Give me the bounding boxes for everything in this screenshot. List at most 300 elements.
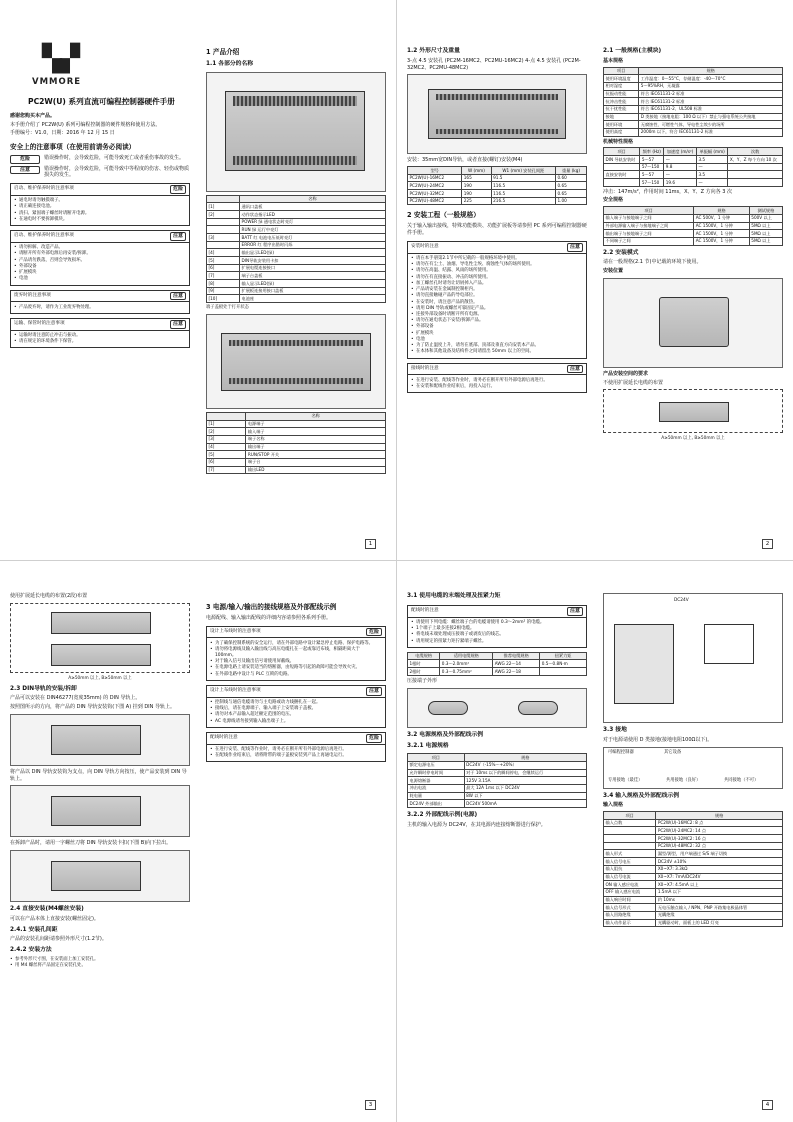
table-cell: 输入阻抗	[604, 865, 656, 873]
plc-terminal-diagram	[206, 314, 386, 409]
table-cell: X0~X7: 3.3kΩ	[656, 865, 783, 873]
warning-box-1	[10, 183, 190, 226]
table-cell: 最大 12A 1ms 以下 DC24V	[464, 784, 586, 792]
install-caution-title: 安装时的注意	[411, 244, 439, 250]
table-row	[207, 272, 386, 280]
table-cell	[728, 179, 783, 187]
table-cell: 5MΩ 以上	[749, 237, 782, 245]
design-danger-box	[206, 626, 386, 681]
step-2: 将产品以 DIN 导轨安装钩为支点，向 DIN 导轨方向按压，使产品安装到 DIN 导轨上。	[10, 768, 187, 782]
section-2-4-1-title: 2.4.1 安装孔间距	[10, 926, 58, 933]
table-cell: PC2W(U)-32MC2	[408, 190, 462, 198]
table-row	[207, 295, 386, 303]
warning-box-4	[10, 318, 190, 349]
table-header: 规格	[694, 207, 750, 215]
warning-box-3-title: 废弃时的注意事项	[14, 292, 51, 298]
page-3-right-column	[206, 561, 386, 766]
extension-layout-text: 使用扩展延长电缆的布置(2段)布置	[10, 593, 88, 599]
table-cell: [2]	[207, 428, 246, 436]
table-cell: 抗振动性能	[604, 90, 639, 98]
table-cell: [10]	[207, 295, 240, 303]
table-row	[604, 82, 783, 90]
table-row	[207, 218, 386, 226]
list-item: • 电池	[14, 276, 186, 282]
table-cell: [2]	[207, 211, 240, 219]
table-cell: 0.3～0.75mm²	[440, 668, 493, 676]
table-row	[604, 237, 783, 245]
table-header: W (mm)	[462, 167, 491, 175]
design-danger-tag: 危险	[366, 628, 382, 637]
list-item: • AC 电源线请勿接到输入输出端子上。	[210, 719, 382, 725]
table-cell: 输入端子	[246, 428, 386, 436]
table-row	[207, 257, 386, 265]
list-item: • 产品请安装在金属制控制柜内。	[411, 287, 583, 293]
danger-text: 错误操作时，会导致危险，可能导致死亡或者重伤事故的发生。	[44, 154, 185, 161]
table-row	[207, 287, 386, 295]
table-cell: 额定电源电压	[408, 761, 465, 769]
table-cell: 输入信号电流	[604, 873, 656, 881]
table-header: W1 (mm) 安装孔间距	[491, 167, 555, 175]
table-row	[207, 451, 386, 459]
table-cell: AWG 22～18	[493, 668, 540, 676]
list-item: • 请勿拆解、改造产品。	[14, 245, 186, 251]
list-item: • 请使用下列电缆：螺丝端子台的电缆请使用 0.3～2mm² 的电缆。	[411, 620, 583, 626]
table-row	[604, 121, 783, 129]
table-cell: 225	[462, 197, 491, 205]
list-item: • 对于输入信号及输出信号请使用屏蔽线。	[210, 659, 382, 665]
crimp-label: 压接端子外形	[407, 677, 438, 684]
table-cell: 输入回路绝缘	[604, 911, 656, 919]
power-wiring-diagram	[603, 593, 783, 723]
table-row	[207, 203, 386, 211]
list-item: • 请勿在有尘土、油烟、导电性尘埃、腐蚀性气体的场所使用。	[411, 262, 583, 268]
table-cell: 漏型/源型，用户端通过 S/S 端子切换	[656, 850, 783, 858]
list-item: • 请勿在有直接振动、冲击的场所使用。	[411, 275, 583, 281]
crimp-terminal-image	[518, 701, 558, 715]
section-3-2-1-title: 3.2.1 电源规格	[407, 743, 449, 750]
wiring-caution-box	[407, 363, 587, 394]
table-cell: 1.00	[556, 197, 587, 205]
table-cell: 输入点数	[604, 819, 656, 827]
caution-note	[10, 166, 190, 180]
list-item: • 在电源电路上请安装适当的熔断器，由短路等引起的故障可能会导致火灾。	[210, 665, 382, 671]
table-cell: —	[664, 156, 697, 164]
plc-schematic-image	[614, 624, 674, 704]
table-cell: 符合 IEC61131-2 标准	[639, 90, 783, 98]
caution-text: 错误操作时，会导致危险，可能导致中等程度的伤害、轻伤或物质损失的发生。	[44, 165, 190, 179]
table-cell: 5～57	[640, 171, 664, 179]
warning-box-2-title: 启动、维护保养时的注意事项	[14, 233, 74, 239]
list-item: • 外部设备	[411, 324, 583, 330]
table-row	[604, 171, 783, 179]
page-4-left-column	[407, 561, 587, 830]
table-header: 项目	[604, 812, 656, 820]
section-3-4-title: 3.4 输入规格及外部配线示例	[603, 792, 680, 799]
table-cell: [7]	[207, 272, 240, 280]
plc-extension-image	[51, 644, 151, 666]
safety-title: 安全上的注意事项（在使用前请务必阅读）	[10, 143, 136, 152]
vibration-table	[603, 147, 783, 186]
list-item: • 在进行安装、配线等作业时，请务必在断开所有外部电源后再进行。	[411, 378, 583, 384]
table-cell: 0.65	[556, 182, 587, 190]
table-cell	[604, 827, 656, 835]
spec-section-title: 基本规格	[603, 57, 624, 64]
table-header: 频率 (Hz)	[640, 148, 664, 156]
page-1-left-column	[10, 0, 190, 352]
list-item: • 1个端子上最多连接2根电缆。	[411, 626, 583, 632]
power-spec-table	[407, 753, 587, 808]
table-cell: 0.5～0.8N·m	[540, 660, 587, 668]
table-row	[604, 105, 783, 113]
section-3-3-text: 对于电源请使用 D 类接地(接地电阻100Ω以下)。	[603, 736, 713, 743]
warning-box-2-tag: 注意	[170, 232, 186, 241]
table-cell: 2000m 以下，符合 IEC61131-2 标准	[639, 128, 783, 136]
table-row	[604, 230, 783, 238]
warning-box-3-tag: 注意	[170, 292, 186, 301]
table-row	[604, 842, 783, 850]
section-3-text: 电源配线、输入输出配线的详细内容请参照各系列手册。	[206, 614, 332, 621]
table-cell: 约 10ms	[656, 896, 783, 904]
table-cell: 165	[462, 174, 491, 182]
table-cell: 216.5	[491, 197, 555, 205]
table-cell: 输出显示LED(绿)	[240, 249, 386, 257]
table-cell: 输入响应时间	[604, 896, 656, 904]
list-item: • 在安装和配线作业结束后，再投入运行。	[411, 384, 583, 390]
section-2-2-title: 2.2 安装模式	[603, 249, 639, 256]
list-item: • 产品请勿跌落，否则会导致损坏。	[14, 258, 186, 264]
table-row	[408, 190, 587, 198]
table-row	[604, 896, 783, 904]
table-cell	[604, 842, 656, 850]
clearance-diagram	[603, 389, 783, 433]
wiring-danger-box	[206, 732, 386, 763]
table-cell: 5～95%RH，无凝露	[639, 82, 783, 90]
thanks-text: 感谢您购买本产品。	[10, 112, 56, 119]
list-item: • 为了防止温度上升，请勿在底部、顶部及垂直方向安装本产品。	[411, 343, 583, 349]
list-item: • 请用规定的扭紧力矩拧紧端子螺丝。	[411, 639, 583, 645]
plc-side-image	[51, 725, 141, 755]
table-cell: RUN 绿 运行中亮灯	[240, 226, 386, 234]
table-row	[408, 800, 587, 808]
table-cell: PC2W(U)-32MC2: 16 点	[656, 835, 783, 843]
table-cell: ON 输入感应电流	[604, 881, 656, 889]
table-row	[604, 888, 783, 896]
table-row	[604, 881, 783, 889]
table-cell: 接地	[604, 113, 639, 121]
table-row	[207, 264, 386, 272]
table-cell: 输入动作显示	[604, 919, 656, 927]
list-item: • 为了确保控制系统的安全运行，请在外部电路中设计紧急停止电路、保护电路等。	[210, 641, 382, 647]
table-row	[207, 280, 386, 288]
page-4	[397, 561, 793, 1122]
insulation-section-title: 安全规格	[603, 197, 624, 204]
table-cell: 抗冲击性能	[604, 98, 639, 106]
section-3-title: 3 电源/输入/输出的接线规格及外部配线示例	[206, 603, 337, 611]
page-2-right-column	[603, 0, 783, 443]
table-cell: 19.6	[664, 179, 697, 187]
wiring-danger-title: 配线时的注意	[210, 735, 238, 741]
table-cell: 116.5	[491, 182, 555, 190]
wiring-danger-tag: 危险	[366, 734, 382, 743]
list-item: • 外部设备	[14, 264, 186, 270]
section-2-4-text: 可以在产品本体上直接安装(螺丝固定)。	[10, 915, 99, 922]
table-cell: [4]	[207, 443, 246, 451]
section-3-3-title: 3.3 接地	[603, 727, 627, 733]
table-cell	[604, 163, 640, 171]
crimp-terminal-image	[428, 701, 468, 715]
table-row	[408, 761, 587, 769]
section-2-text: 关于输入输出接线，特殊功能模块、功能扩展板等请参照 PC 系列可编程控制器硬件手册。	[407, 223, 587, 237]
list-item: • 在进行安装、配线等作业时，请务必在断开所有外部电源后再进行。	[210, 747, 382, 753]
plc-main-image	[51, 612, 151, 634]
table-cell: [5]	[207, 257, 240, 265]
ground-label: 共同接地（不可）	[724, 777, 759, 783]
table-cell: 5MΩ 以上	[749, 222, 782, 230]
table-cell: 输入信号电压	[604, 858, 656, 866]
table-row	[604, 214, 783, 222]
table-cell: 符合 IEC61131-2 标准	[639, 98, 783, 106]
table-cell: [1]	[207, 203, 240, 211]
extension-caption: A≥50mm 以上, B≥50mm 以上	[68, 675, 132, 681]
page-2-left-column	[407, 0, 587, 397]
table-row	[604, 858, 783, 866]
table-header: 项目	[604, 148, 640, 156]
page-1	[0, 0, 396, 561]
table-cell: 端子台盖板	[240, 272, 386, 280]
table-row	[408, 769, 587, 777]
section-2-2-text: 请在一般规格(2.1 节)中记载的环境下使用。	[603, 259, 702, 266]
list-item: • 请在规定的环境条件下保管。	[14, 339, 186, 345]
table-row	[207, 428, 386, 436]
section-2-4-2-title: 2.4.2 安装方法	[10, 947, 52, 954]
section-2-1-title: 2.1 一般规格(主模块)	[603, 48, 662, 54]
table-cell: 输入形式	[604, 850, 656, 858]
install-caution-box	[407, 241, 587, 359]
spec-table	[603, 67, 783, 137]
table-row	[604, 873, 783, 881]
table-row	[604, 919, 783, 927]
cable-caution-box	[407, 605, 587, 648]
table-cell: 无电压触点输入 / NPN、PNP 开路集电极晶体管	[656, 904, 783, 912]
table-cell: 扩展电缆连接接口	[240, 264, 386, 272]
table-cell: 0.65	[556, 190, 587, 198]
table-row	[604, 163, 783, 171]
table-row	[408, 784, 587, 792]
ground-label: 可编程控制器	[608, 749, 634, 755]
warning-box-4-tag: 注意	[170, 320, 186, 329]
page-number: 3	[365, 1100, 376, 1110]
table-row	[604, 128, 783, 136]
table-cell: POWER 绿 通电状态时亮灯	[240, 218, 386, 226]
list-item: • 请用 DIN 导轨或螺丝可靠固定产品。	[411, 306, 583, 312]
table-header: 项目	[604, 207, 694, 215]
table-header: 规格	[656, 812, 783, 820]
input-spec-label: 输入规格	[603, 802, 624, 809]
table-cell: PC2W(U)-16MC2	[408, 174, 462, 182]
table-header: 规格	[639, 67, 783, 75]
table-cell: 输入显示LED(绿)	[240, 280, 386, 288]
table-row	[207, 458, 386, 466]
table-header: 单振幅 (mm)	[696, 148, 727, 156]
table-row	[207, 249, 386, 257]
list-item: • 将电线末端处理成压接端子或剥皮后的线芯。	[411, 632, 583, 638]
table-cell: AC 1500V，1 分钟	[694, 230, 750, 238]
plc-body-image	[225, 91, 365, 171]
table-header: 次数	[728, 148, 783, 156]
table-cell: 57～150	[640, 163, 664, 171]
table-cell	[540, 668, 587, 676]
warning-box-2	[10, 230, 190, 285]
table-cell: 动作状态指示LED	[240, 211, 386, 219]
list-item: • 连接外部设备时请断开所有电源。	[411, 312, 583, 318]
table-cell: 0.60	[556, 174, 587, 182]
table-cell: [3]	[207, 234, 240, 242]
section-3-1-title: 3.1 使用电缆的末端处理及扭紧力矩	[407, 593, 501, 599]
cable-caution-title: 配线时的注意	[411, 608, 439, 614]
table-header: 电缆规格	[408, 652, 440, 660]
terminal-strip-bottom	[233, 156, 357, 165]
table-row	[604, 75, 783, 83]
insulation-table	[603, 206, 783, 245]
install-caution-tag: 注意	[567, 243, 583, 252]
table-cell: D 类接地（接地电阻：100 Ω 以下）禁止与强电系统公共接地	[639, 113, 783, 121]
crimp-terminal-diagram	[407, 688, 587, 728]
table-cell: 抗干扰性能	[604, 105, 639, 113]
table-cell: AC 1500V，1 分钟	[694, 222, 750, 230]
table-row	[604, 98, 783, 106]
terminal-caption: 端子盖板处于打开状态	[206, 305, 249, 311]
table-cell: 工作温度：0～55°C，存储温度：-40～70°C	[639, 75, 783, 83]
table-cell: DIN导轨安装用卡扣	[240, 257, 386, 265]
section-2-3-text: 产品可以安装在 DIN46277(宽度35mm) 的 DIN 导轨上。	[10, 695, 141, 702]
list-item: • 在本体和其他设备及结构件之间请留出 50mm 以上的空间。	[411, 349, 583, 355]
table-cell: 输入信号形式	[604, 904, 656, 912]
list-item: • 电池	[411, 337, 583, 343]
table-cell: 使用高度	[604, 128, 639, 136]
table-row	[604, 904, 783, 912]
table-cell: AC 500V，1 分钟	[694, 214, 750, 222]
table-header: 项目	[408, 754, 465, 762]
dimension-diagram	[407, 74, 587, 154]
table-cell: 对于 10ms 以下的瞬间停电，会继续运行	[464, 769, 586, 777]
list-item: • 参考外形尺寸图，在安装面上加工安装孔。	[10, 957, 190, 963]
brand-logo	[32, 42, 92, 89]
table-cell: —	[696, 163, 727, 171]
table-row	[408, 777, 587, 785]
table-cell: DC24V 500mA	[464, 800, 586, 808]
section-3-2-2-title: 3.2.2 外部配线示例(电源)	[407, 811, 478, 818]
table-cell: RUN/STOP 开关	[246, 451, 386, 459]
table-row	[604, 156, 783, 164]
table-cell: PC2W(U)-48MC2: 32 点	[656, 842, 783, 850]
table-cell: [9]	[207, 287, 240, 295]
table-cell	[728, 171, 783, 179]
table-cell: 116.5	[491, 190, 555, 198]
list-item: • 请在本手册第2.1节中所记载的一般规格环境中使用。	[411, 256, 583, 262]
table-cell: AC 1500V，1 分钟	[694, 237, 750, 245]
space-text: 不使用扩展延长电缆的布置	[603, 379, 664, 386]
table-cell: X0~X7: 7mA/DC24V	[656, 873, 783, 881]
table-cell: 8W 以下	[464, 792, 586, 800]
table-cell: [5]	[207, 451, 246, 459]
terminal-table	[206, 412, 386, 474]
table-row	[207, 435, 386, 443]
table-row	[408, 182, 587, 190]
table-cell: DC24V（-15%～+20%）	[464, 761, 586, 769]
table-cell: [7]	[207, 466, 246, 474]
table-cell: —	[696, 179, 727, 187]
table-row	[604, 827, 783, 835]
terminal-strip-top	[229, 340, 362, 347]
table-cell: 57～150	[640, 179, 664, 187]
table-cell: DIN 导轨安装时	[604, 156, 640, 164]
table-header: 推荐电缆规格	[493, 652, 540, 660]
table-row	[207, 443, 386, 451]
table-header: 重量 (kg)	[556, 167, 587, 175]
brand-name: VMMORE	[32, 77, 82, 88]
table-cell: DC24V 外部输出	[408, 800, 465, 808]
table-cell: 使用环境	[604, 121, 639, 129]
wiring-caution-tag: 注意	[567, 365, 583, 374]
table-cell: BATT 红 电池电压低时亮灯	[240, 234, 386, 242]
table-cell: 冲击电流	[408, 784, 465, 792]
table-cell: 直接安装时	[604, 171, 640, 179]
list-item: • 接线后，请在电源端子、输入端子上安装端子盖板。	[210, 706, 382, 712]
step-3: 在拆卸产品时，请用一字螺丝刀将 DIN 导轨安装卡扣(下图 B)向下拉出。	[10, 840, 172, 847]
table-cell: 端子名称	[246, 435, 386, 443]
table-row	[604, 865, 783, 873]
section-2-title: 2 安装工程（一般规格）	[407, 211, 480, 220]
list-item: • 请勿将电源线及输入输出线与高压电缆扎在一起或靠近布线，相隔距离大于 100mm。	[210, 647, 382, 659]
table-cell: 1根时	[408, 660, 440, 668]
table-header: 扭紧力矩	[540, 652, 587, 660]
plc-outline-image	[428, 89, 566, 139]
plc-box-image	[659, 402, 729, 422]
intro-text: 本手册介绍了 PC2W(U) 系列可编程控制器的硬件规格和使用方法。	[10, 121, 161, 128]
cable-caution-tag: 注意	[567, 607, 583, 616]
table-row	[604, 819, 783, 827]
plc-front-diagram	[206, 72, 386, 192]
table-cell: 光耦绝缘	[656, 911, 783, 919]
table-cell: AWG 22～14	[493, 660, 540, 668]
table-cell: [4]	[207, 249, 240, 257]
page-2	[397, 0, 793, 561]
warning-box-3	[10, 290, 190, 314]
table-row	[207, 234, 386, 242]
section-3-2-title: 3.2 电源规格及外部配线示例	[407, 731, 484, 738]
table-cell: 使用环境温度	[604, 75, 639, 83]
logo-mark-icon: ▚▞	[42, 44, 78, 74]
mount-label: 安装位置	[603, 268, 624, 275]
table-cell: [1]	[207, 420, 246, 428]
page-number: 1	[365, 539, 376, 549]
warning-box-1-title: 启动、维护保养时的注意事项	[14, 186, 74, 192]
list-item: • 在安装时，请注意产品的散热。	[411, 300, 583, 306]
table-header: 规格	[464, 754, 586, 762]
input-spec-table	[603, 811, 783, 927]
table-cell	[207, 218, 240, 226]
danger-tag: 危险	[10, 155, 40, 164]
table-row	[408, 668, 587, 676]
warning-box-1-tag: 危险	[170, 185, 186, 194]
din-step-2-diagram	[10, 785, 190, 837]
list-item: • 扩展模块	[411, 331, 583, 337]
table-row	[408, 197, 587, 205]
table-row	[604, 90, 783, 98]
table-cell: 外部电源输入端子与接地端子之间	[604, 222, 694, 230]
table-cell: [6]	[207, 458, 246, 466]
ground-label: 共用接地（良好）	[666, 777, 701, 783]
